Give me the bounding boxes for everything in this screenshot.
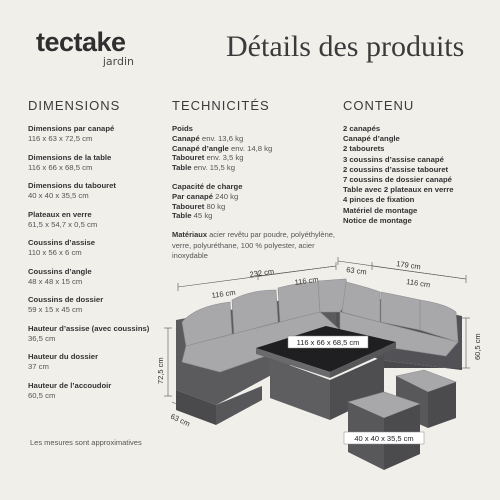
contenu-item: 2 canapés: [343, 124, 381, 133]
technicites-heading: TECHNICITÉS: [172, 98, 270, 113]
dimension-value: 60,5 cm: [28, 390, 56, 400]
contenu-item: Notice de montage: [343, 215, 412, 225]
charge-value: 240 kg: [215, 191, 239, 201]
dimension-label: Hauteur de l’accoudoir: [28, 380, 112, 390]
poids-label: Tabouret: [172, 153, 205, 163]
approx-note: Les mesures sont approximatives: [30, 438, 142, 447]
dimension-label: Hauteur du dossier: [28, 352, 99, 361]
dimension-value: 48 x 48 x 15 cm: [28, 276, 83, 286]
poids-value: env. 14,8 kg: [230, 143, 273, 153]
dimension-value: 61,5 x 54,7 x 0,5 cm: [28, 219, 98, 229]
dim-179: 179 cm: [395, 259, 422, 272]
contenu-item: 2 tabourets: [343, 144, 385, 154]
stool-front: [348, 392, 420, 470]
charge-value: 45 kg: [193, 211, 213, 221]
dimension-value: 40 x 40 x 35,5 cm: [28, 191, 89, 200]
poids-label: Table: [172, 163, 192, 173]
dim-116-mid: 116 cm: [294, 274, 320, 287]
contenu-item: 7 coussins de dossier canapé: [343, 175, 452, 185]
contenu-item: 4 pinces de fixation: [343, 195, 415, 205]
charge-label: Par canapé: [172, 191, 214, 201]
stool-dims-label: 40 x 40 x 35,5 cm: [354, 434, 414, 443]
charge-value: 80 kg: [206, 201, 226, 211]
dimension-value: 116 x 63 x 72,5 cm: [28, 134, 93, 143]
dim-63-bottom: 63 cm: [169, 411, 192, 429]
table-dims-label: 116 x 66 x 68,5 cm: [296, 338, 360, 347]
charge-label: Tabouret: [172, 201, 205, 211]
poids-title: Poids: [172, 124, 193, 133]
poids-label: Canapé d’angle: [172, 143, 229, 153]
dimension-value: 59 x 15 x 45 cm: [28, 305, 83, 314]
dimension-label: Hauteur d’assise (avec coussins): [28, 323, 150, 333]
dimension-value: 36,5 cm: [28, 333, 56, 343]
dimension-label: Plateaux en verre: [28, 209, 92, 219]
page-title: Détails des produits: [226, 30, 465, 63]
materiaux-label: Matériaux: [172, 230, 208, 240]
dimension-label: Coussins d’angle: [28, 266, 92, 276]
dimension-label: Dimensions de la table: [28, 152, 112, 162]
poids-value: env. 15,5 kg: [193, 163, 235, 173]
poids-value: env. 3,5 kg: [206, 153, 244, 163]
brand-name: tectake: [36, 27, 126, 57]
dim-72: 72,5 cm: [156, 357, 165, 384]
dimension-value: 37 cm: [28, 362, 49, 371]
poids-label: Canapé: [172, 133, 200, 143]
dim-63-top: 63 cm: [345, 265, 368, 277]
charge-label: Table: [172, 211, 192, 221]
dimension-label: Dimensions du tabouret: [28, 181, 116, 190]
dimensions-heading: DIMENSIONS: [28, 98, 121, 113]
contenu-heading: CONTENU: [343, 98, 415, 113]
dim-116-left: 116 cm: [211, 287, 237, 300]
dimension-label: Coussins de dossier: [28, 295, 104, 304]
contenu-item: Canapé d’angle: [343, 134, 400, 144]
contenu-item: Matériel de montage: [343, 205, 418, 215]
poids-value: env. 13,6 kg: [201, 133, 244, 143]
contenu-item: Table avec 2 plateaux en verre: [343, 185, 454, 195]
dimension-value: 116 x 66 x 68,5 cm: [28, 162, 93, 172]
dimension-value: 110 x 56 x 6 cm: [28, 248, 82, 257]
dimension-label: Coussins d’assise: [28, 238, 96, 247]
dim-60: 60,5 cm: [473, 333, 482, 360]
dimension-label: Dimensions par canapé: [28, 124, 115, 133]
contenu-item: 3 coussins d’assise canapé: [343, 154, 444, 164]
contenu-item: 2 coussins d’assise tabouret: [343, 164, 449, 174]
dim-116-right: 116 cm: [405, 277, 431, 290]
dim-232: 232 cm: [249, 266, 275, 279]
charge-title: Capacité de charge: [172, 181, 243, 191]
brand-sub: jardin: [102, 55, 134, 68]
materiaux-value: acier revêtu par poudre, polyéthylène, verre, polyuréthane, 100 % polyester, acier inoxydable: [172, 230, 336, 261]
